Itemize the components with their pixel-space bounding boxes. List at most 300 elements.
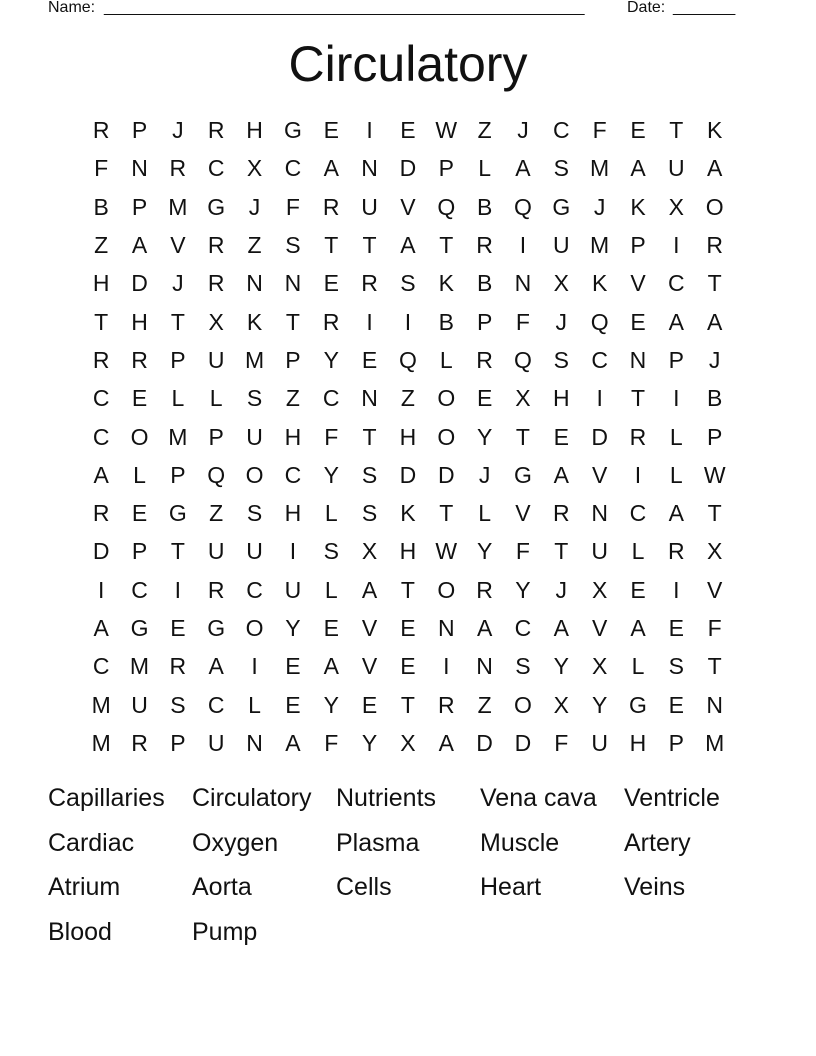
- grid-letter: A: [476, 615, 493, 641]
- grid-letter: N: [246, 270, 263, 297]
- grid-row: [82, 264, 734, 302]
- grid-letter: R: [476, 576, 493, 603]
- page-title: Circulatory: [288, 36, 528, 92]
- grid-letter: A: [630, 155, 646, 182]
- grid-letter: H: [92, 270, 110, 297]
- grid-letter: Y: [285, 615, 301, 641]
- grid-letter: X: [591, 576, 608, 603]
- grid-letter: X: [208, 308, 224, 335]
- grid-letter: Y: [476, 538, 493, 565]
- grid-letter: A: [668, 500, 684, 527]
- grid-letter: K: [438, 270, 454, 297]
- grid-letter: E: [285, 653, 301, 680]
- grid-letter: Q: [207, 461, 226, 488]
- grid-letter: P: [131, 538, 148, 565]
- letter-grid: [82, 111, 734, 762]
- grid-letter: U: [284, 576, 302, 603]
- grid-letter: M: [91, 691, 111, 718]
- grid-letter: G: [283, 117, 302, 144]
- grid-row: [82, 647, 734, 685]
- grid-letter: E: [323, 615, 339, 641]
- grid-letter: R: [706, 232, 723, 259]
- grid-letter: C: [246, 576, 263, 603]
- grid-letter: P: [170, 729, 186, 756]
- date-label: Date:: [627, 0, 666, 16]
- grid-letter: E: [285, 691, 301, 718]
- grid-letter: U: [361, 193, 378, 220]
- grid-letter: M: [129, 653, 150, 680]
- grid-letter: U: [591, 538, 608, 565]
- grid-row: [82, 341, 734, 379]
- grid-letter: M: [590, 155, 610, 182]
- grid-letter: I: [673, 576, 680, 603]
- grid-letter: U: [207, 538, 225, 565]
- grid-letter: R: [131, 346, 148, 373]
- grid-letter: B: [476, 193, 493, 220]
- grid-letter: X: [515, 385, 531, 412]
- grid-letter: P: [285, 346, 301, 373]
- grid-letter: E: [323, 117, 339, 144]
- grid-letter: S: [285, 232, 301, 259]
- grid-letter: Y: [553, 653, 569, 680]
- grid-letter: M: [168, 193, 188, 220]
- grid-letter: F: [324, 423, 339, 450]
- grid-letter: E: [170, 615, 186, 641]
- grid-letter: C: [131, 576, 148, 603]
- grid-letter: V: [515, 500, 531, 527]
- grid-letter: N: [131, 155, 148, 182]
- grid-letter: E: [400, 615, 416, 641]
- grid-letter: H: [399, 538, 417, 565]
- grid-letter: I: [519, 232, 527, 259]
- grid-letter: Q: [514, 193, 532, 220]
- word-list-item: Vena cava: [480, 784, 597, 812]
- grid-letter: P: [707, 423, 723, 450]
- grid-letter: A: [131, 232, 148, 259]
- grid-letter: X: [553, 270, 569, 297]
- grid-letter: C: [92, 385, 110, 412]
- grid-letter: L: [439, 346, 453, 373]
- grid-letter: I: [673, 385, 680, 412]
- grid-row: [82, 685, 734, 723]
- grid-letter: Z: [94, 232, 109, 259]
- grid-letter: V: [591, 461, 608, 488]
- grid-letter: R: [169, 155, 187, 182]
- grid-letter: L: [631, 653, 645, 680]
- word-list-item: Muscle: [480, 828, 560, 857]
- grid-letter: S: [515, 653, 531, 680]
- grid-letter: F: [592, 117, 607, 144]
- grid-letter: M: [244, 346, 265, 373]
- grid-letter: N: [361, 155, 378, 182]
- grid-letter: S: [323, 538, 339, 565]
- grid-letter: O: [245, 615, 264, 641]
- grid-letter: P: [208, 423, 224, 450]
- grid-row: [82, 111, 734, 149]
- grid-letter: L: [669, 461, 683, 488]
- grid-letter: C: [207, 691, 225, 718]
- word-list-item: Capillaries: [48, 784, 165, 812]
- word-list-item: Circulatory: [192, 784, 312, 812]
- grid-letter: A: [361, 576, 378, 603]
- grid-row: [82, 456, 734, 494]
- grid-letter: C: [92, 653, 110, 680]
- grid-letter: T: [707, 270, 722, 297]
- grid-letter: N: [706, 691, 723, 718]
- grid-letter: E: [361, 346, 378, 373]
- grid-letter: K: [591, 270, 608, 297]
- grid-letter: D: [437, 461, 455, 488]
- name-blank: ______________________________________________________: [104, 0, 585, 16]
- grid-letter: B: [707, 385, 723, 412]
- grid-letter: U: [131, 691, 148, 718]
- grid-letter: T: [170, 538, 185, 565]
- grid-letter: R: [169, 653, 187, 680]
- grid-row: [82, 149, 734, 187]
- grid-letter: K: [246, 308, 263, 335]
- grid-letter: A: [438, 729, 454, 756]
- grid-letter: S: [361, 500, 378, 527]
- grid-letter: S: [553, 346, 569, 373]
- grid-letter: I: [634, 461, 642, 488]
- grid-letter: T: [630, 385, 646, 412]
- grid-letter: U: [591, 729, 608, 756]
- grid-letter: C: [668, 270, 685, 297]
- grid-letter: T: [362, 423, 377, 450]
- grid-letter: N: [476, 653, 493, 680]
- grid-letter: L: [478, 155, 491, 182]
- grid-letter: A: [668, 308, 684, 335]
- grid-letter: O: [245, 461, 264, 488]
- grid-letter: P: [668, 729, 684, 756]
- name-label: Name:: [48, 0, 96, 16]
- grid-letter: U: [207, 346, 225, 373]
- grid-letter: E: [476, 385, 493, 412]
- header-line: [48, 0, 748, 20]
- grid-letter: T: [400, 576, 415, 603]
- grid-letter: S: [361, 461, 378, 488]
- grid-letter: R: [322, 193, 340, 220]
- word-list-item: Nutrients: [336, 784, 437, 812]
- grid-letter: X: [361, 538, 378, 565]
- grid-letter: T: [515, 423, 530, 450]
- grid-letter: K: [707, 117, 723, 144]
- grid-letter: F: [707, 615, 722, 641]
- grid-letter: F: [324, 729, 339, 756]
- grid-letter: U: [246, 423, 263, 450]
- word-list-item: Pump: [192, 917, 258, 946]
- grid-letter: T: [439, 500, 454, 527]
- grid-letter: T: [707, 500, 722, 527]
- grid-letter: L: [171, 385, 185, 412]
- grid-letter: C: [591, 346, 608, 373]
- word-list-item: Cardiac: [48, 828, 135, 857]
- grid-letter: P: [131, 117, 148, 144]
- grid-letter: S: [170, 691, 186, 718]
- grid-letter: N: [284, 270, 302, 297]
- grid-letter: H: [246, 117, 263, 144]
- grid-letter: G: [629, 691, 647, 718]
- grid-letter: A: [323, 155, 339, 182]
- grid-letter: N: [437, 615, 455, 641]
- grid-row: [82, 302, 734, 340]
- grid-row: [82, 226, 734, 264]
- grid-letter: R: [207, 270, 225, 297]
- grid-letter: E: [668, 691, 684, 718]
- grid-letter: P: [630, 232, 646, 259]
- grid-letter: S: [553, 155, 569, 182]
- grid-row: [82, 188, 734, 226]
- grid-letter: D: [131, 270, 148, 297]
- grid-row: [82, 571, 734, 609]
- grid-letter: O: [437, 385, 456, 412]
- grid-letter: L: [669, 423, 683, 450]
- grid-letter: R: [207, 117, 225, 144]
- grid-row: [82, 724, 734, 762]
- grid-letter: C: [514, 615, 532, 641]
- word-list-item: Cells: [336, 873, 392, 901]
- grid-letter: L: [324, 500, 338, 527]
- grid-letter: F: [554, 729, 569, 756]
- grid-letter: I: [404, 308, 412, 335]
- grid-letter: V: [630, 270, 646, 297]
- grid-letter: R: [668, 538, 685, 565]
- grid-row: [82, 532, 734, 570]
- grid-letter: R: [207, 232, 225, 259]
- grid-letter: H: [284, 500, 302, 527]
- grid-letter: Q: [398, 346, 417, 373]
- grid-letter: X: [553, 691, 569, 718]
- grid-letter: C: [552, 117, 570, 144]
- grid-letter: U: [668, 155, 685, 182]
- grid-letter: Y: [323, 691, 339, 718]
- grid-letter: H: [629, 729, 647, 756]
- grid-letter: D: [92, 538, 110, 565]
- grid-letter: J: [517, 117, 529, 144]
- grid-letter: E: [668, 615, 684, 641]
- grid-letter: L: [133, 461, 146, 488]
- grid-letter: R: [131, 729, 148, 756]
- grid-letter: Y: [361, 729, 378, 756]
- date-blank: _______: [673, 0, 736, 16]
- grid-letter: R: [476, 346, 493, 373]
- grid-letter: P: [170, 346, 186, 373]
- grid-letter: I: [174, 576, 182, 603]
- grid-letter: C: [207, 155, 225, 182]
- grid-row: [82, 494, 734, 532]
- grid-letter: Z: [285, 385, 300, 412]
- grid-letter: R: [92, 346, 110, 373]
- grid-letter: E: [361, 691, 378, 718]
- grid-letter: A: [630, 615, 646, 641]
- grid-letter: J: [172, 270, 184, 297]
- grid-letter: Z: [209, 500, 224, 527]
- grid-letter: K: [630, 193, 646, 220]
- grid-letter: A: [553, 461, 569, 488]
- grid-letter: A: [707, 155, 723, 182]
- grid-letter: O: [514, 691, 532, 718]
- grid-letter: P: [170, 461, 186, 488]
- grid-letter: Z: [477, 117, 492, 144]
- grid-letter: T: [669, 117, 684, 144]
- grid-letter: V: [170, 232, 186, 259]
- grid-letter: R: [322, 308, 340, 335]
- grid-letter: Y: [591, 691, 608, 718]
- grid-letter: G: [168, 500, 187, 527]
- grid-letter: X: [707, 538, 723, 565]
- grid-letter: Q: [514, 346, 532, 373]
- grid-letter: N: [514, 270, 532, 297]
- grid-letter: M: [590, 232, 610, 259]
- grid-letter: S: [400, 270, 416, 297]
- grid-letter: H: [131, 308, 148, 335]
- grid-row: [82, 417, 734, 455]
- grid-letter: J: [593, 193, 606, 220]
- grid-letter: O: [130, 423, 149, 450]
- grid-letter: E: [630, 308, 646, 335]
- grid-letter: S: [668, 653, 684, 680]
- grid-letter: A: [515, 155, 531, 182]
- grid-letter: E: [131, 500, 148, 527]
- grid-letter: Q: [437, 193, 456, 220]
- grid-letter: V: [707, 576, 723, 603]
- grid-letter: F: [515, 538, 530, 565]
- grid-letter: G: [552, 193, 571, 220]
- grid-letter: H: [399, 423, 417, 450]
- grid-letter: T: [707, 653, 722, 680]
- grid-letter: T: [439, 232, 454, 259]
- grid-letter: E: [400, 653, 416, 680]
- grid-letter: Y: [323, 346, 339, 373]
- grid-letter: E: [630, 117, 646, 144]
- grid-letter: A: [208, 653, 224, 680]
- grid-letter: L: [324, 576, 338, 603]
- grid-letter: C: [284, 155, 302, 182]
- grid-letter: O: [705, 193, 724, 220]
- word-list-item: Plasma: [336, 828, 420, 857]
- word-list-item: Artery: [624, 828, 691, 857]
- grid-letter: R: [92, 117, 110, 144]
- grid-letter: N: [246, 729, 263, 756]
- grid-letter: Y: [323, 461, 339, 488]
- word-list-item: Heart: [480, 873, 542, 901]
- grid-letter: Z: [477, 691, 492, 718]
- grid-letter: J: [708, 346, 721, 373]
- grid-letter: P: [438, 155, 454, 182]
- grid-letter: C: [284, 461, 302, 488]
- grid-letter: I: [289, 538, 297, 565]
- grid-letter: G: [207, 193, 226, 220]
- word-list-item: Blood: [48, 917, 112, 946]
- grid-letter: V: [361, 615, 378, 641]
- grid-letter: T: [362, 232, 377, 259]
- grid-letter: E: [553, 423, 569, 450]
- grid-letter: T: [554, 538, 569, 565]
- grid-letter: L: [478, 500, 491, 527]
- grid-letter: T: [324, 232, 339, 259]
- grid-letter: J: [172, 117, 184, 144]
- grid-letter: N: [361, 385, 378, 412]
- grid-letter: J: [248, 193, 261, 220]
- grid-letter: Q: [590, 308, 609, 335]
- grid-letter: J: [555, 576, 568, 603]
- grid-letter: J: [555, 308, 568, 335]
- word-list-item: Aorta: [192, 873, 252, 901]
- grid-letter: X: [246, 155, 263, 182]
- grid-letter: A: [93, 615, 109, 641]
- grid-letter: I: [97, 576, 105, 603]
- grid-letter: Z: [247, 232, 262, 259]
- grid-letter: X: [591, 653, 608, 680]
- grid-letter: L: [248, 691, 261, 718]
- word-list: [48, 778, 788, 956]
- grid-letter: R: [437, 691, 455, 718]
- grid-letter: C: [92, 423, 110, 450]
- grid-letter: A: [93, 461, 109, 488]
- grid-letter: L: [209, 385, 223, 412]
- grid-letter: T: [170, 308, 185, 335]
- grid-letter: B: [476, 270, 493, 297]
- grid-letter: R: [476, 232, 493, 259]
- grid-letter: I: [596, 385, 603, 412]
- grid-letter: U: [552, 232, 570, 259]
- grid-letter: K: [400, 500, 416, 527]
- grid-letter: G: [207, 615, 226, 641]
- grid-letter: D: [399, 155, 417, 182]
- grid-letter: M: [168, 423, 188, 450]
- grid-letter: R: [629, 423, 647, 450]
- grid-letter: W: [435, 117, 458, 144]
- grid-letter: V: [400, 193, 416, 220]
- grid-letter: I: [251, 653, 258, 680]
- grid-letter: E: [400, 117, 416, 144]
- word-list-item: Veins: [624, 873, 686, 901]
- grid-letter: W: [703, 461, 726, 488]
- grid-letter: V: [361, 653, 378, 680]
- grid-letter: D: [514, 729, 532, 756]
- grid-letter: T: [285, 308, 300, 335]
- grid-letter: X: [400, 729, 416, 756]
- grid-letter: I: [366, 308, 373, 335]
- grid-letter: H: [552, 385, 570, 412]
- grid-letter: M: [91, 729, 111, 756]
- grid-letter: F: [285, 193, 300, 220]
- grid-letter: Y: [515, 576, 531, 603]
- grid-letter: B: [438, 308, 454, 335]
- grid-letter: W: [435, 538, 458, 565]
- grid-letter: U: [246, 538, 263, 565]
- grid-letter: R: [92, 500, 110, 527]
- grid-letter: A: [400, 232, 416, 259]
- grid-letter: T: [94, 308, 109, 335]
- grid-letter: D: [476, 729, 493, 756]
- grid-letter: E: [131, 385, 148, 412]
- grid-letter: A: [707, 308, 723, 335]
- grid-letter: G: [130, 615, 149, 641]
- grid-letter: N: [591, 500, 608, 527]
- grid-letter: B: [93, 193, 109, 220]
- grid-letter: R: [361, 270, 378, 297]
- grid-letter: O: [437, 576, 456, 603]
- grid-letter: A: [553, 615, 569, 641]
- grid-letter: Z: [400, 385, 415, 412]
- grid-letter: P: [476, 308, 493, 335]
- word-list-item: Oxygen: [192, 828, 279, 857]
- grid-letter: C: [322, 385, 340, 412]
- grid-letter: V: [591, 615, 608, 641]
- grid-letter: O: [437, 423, 456, 450]
- grid-letter: A: [323, 653, 339, 680]
